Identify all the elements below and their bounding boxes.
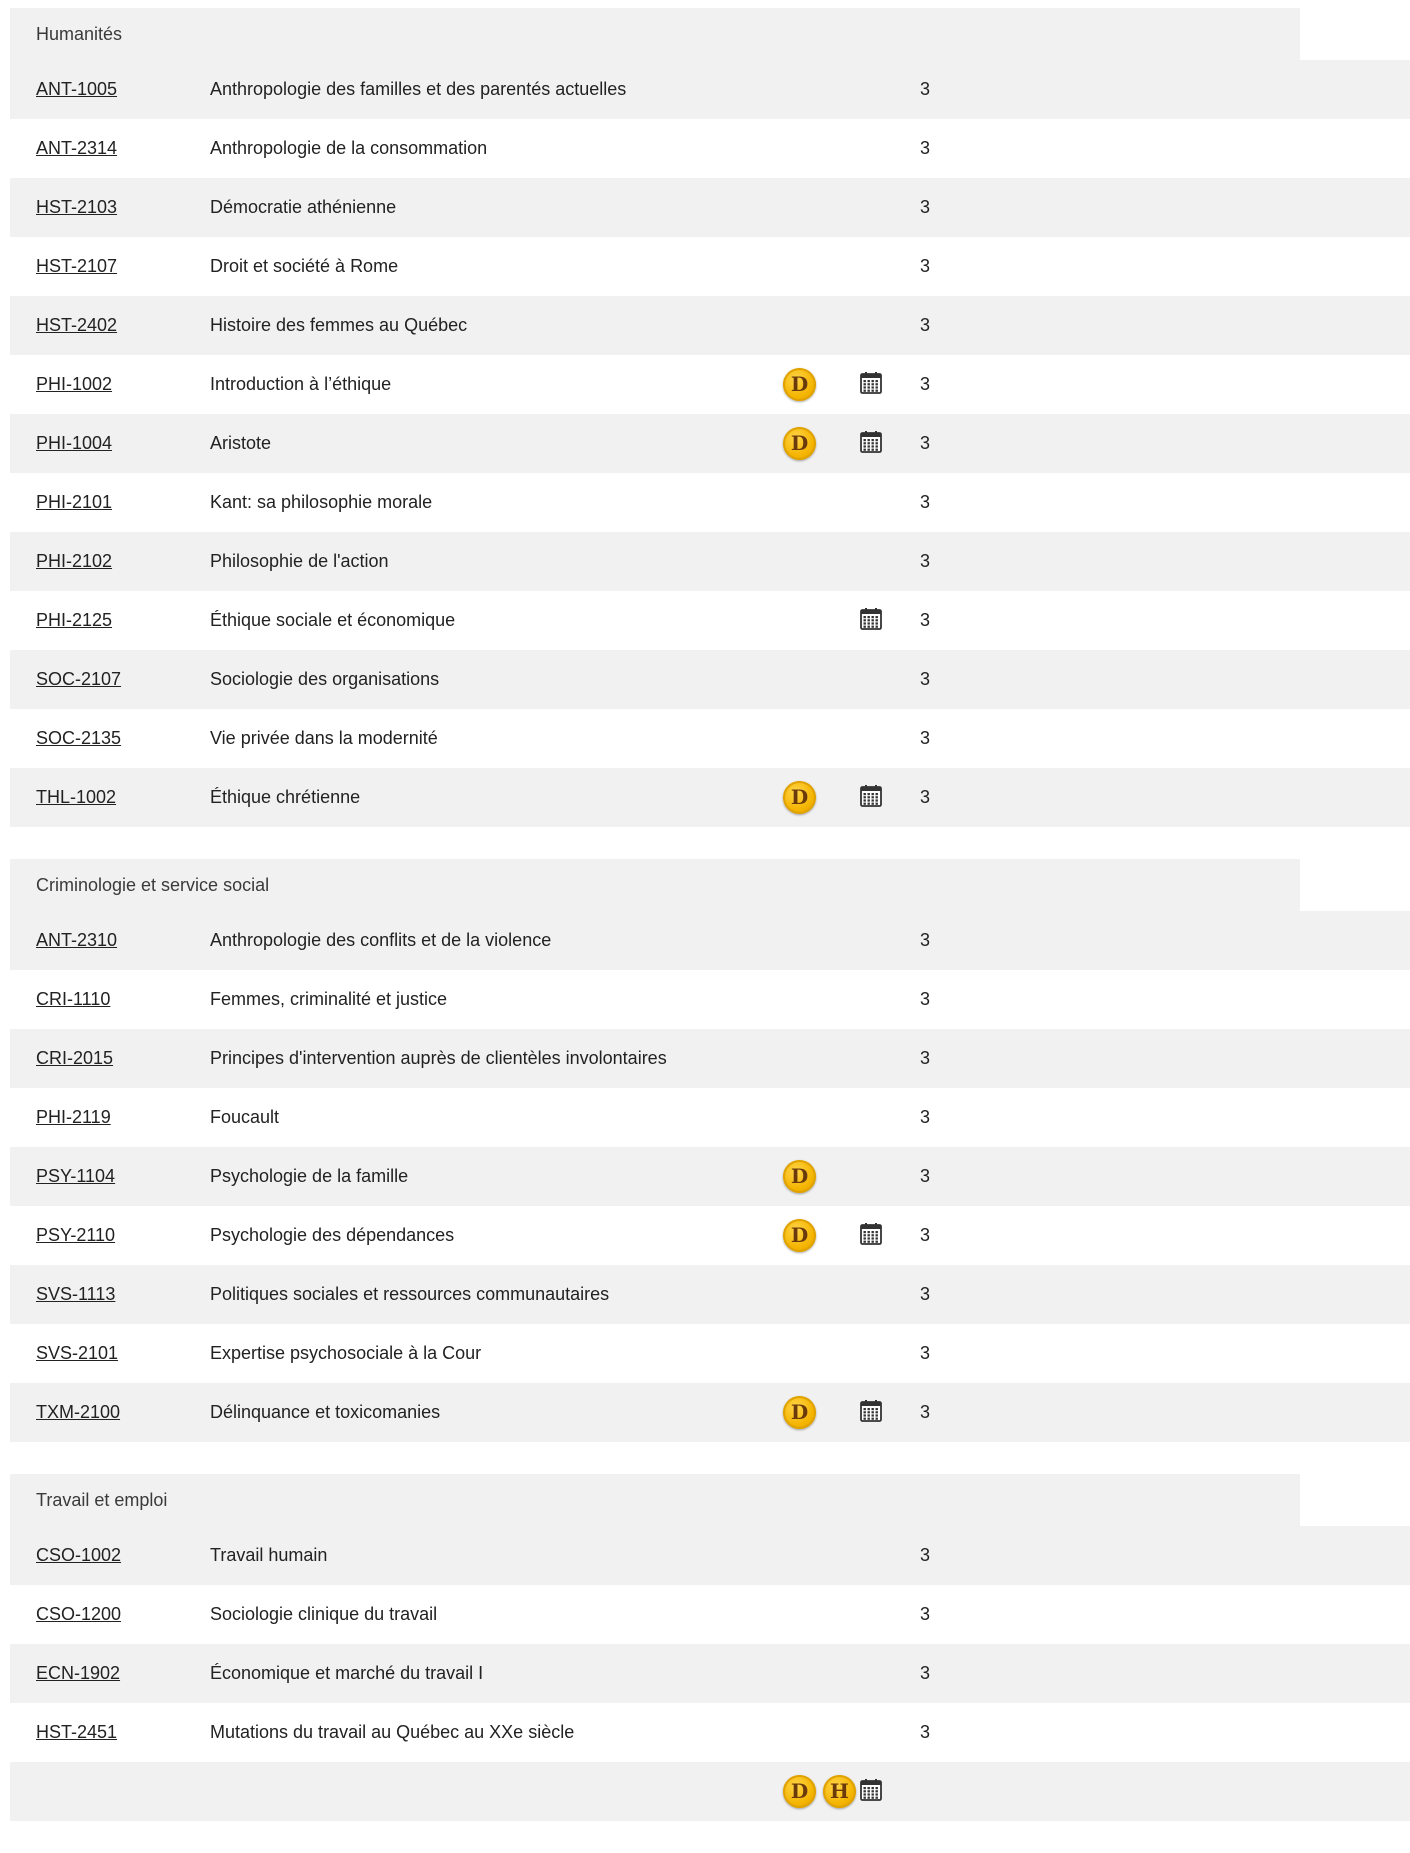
group-header: Humanités bbox=[10, 8, 1300, 60]
course-title: Aristote bbox=[210, 433, 272, 453]
course-title: Mutations du travail au Québec au XXe siècle bbox=[210, 1722, 575, 1742]
course-title: Expertise psychosociale à la Cour bbox=[210, 1343, 482, 1363]
course-credits: 3 bbox=[920, 1225, 931, 1245]
course-group bbox=[10, 859, 1410, 1442]
course-row bbox=[10, 178, 1410, 237]
course-row bbox=[10, 532, 1410, 591]
course-code-link[interactable]: PHI-2102 bbox=[36, 551, 113, 571]
course-icons bbox=[770, 1265, 910, 1324]
course-icons bbox=[770, 1762, 910, 1821]
course-title: Foucault bbox=[210, 1107, 280, 1127]
course-row bbox=[10, 1088, 1410, 1147]
distance-badge-icon[interactable]: D bbox=[783, 781, 816, 814]
course-code-link[interactable]: CSO-1200 bbox=[36, 1604, 122, 1624]
course-code-link[interactable]: PHI-2125 bbox=[36, 610, 113, 630]
course-credits: 3 bbox=[920, 1604, 931, 1624]
course-icons bbox=[770, 768, 910, 827]
course-icons bbox=[770, 473, 910, 532]
course-title: Philosophie de l'action bbox=[210, 551, 389, 571]
course-title: Principes d'intervention auprès de clientèles involontaires bbox=[210, 1048, 667, 1068]
course-icons bbox=[770, 119, 910, 178]
course-icons bbox=[770, 532, 910, 591]
distance-badge-icon[interactable]: D bbox=[783, 368, 816, 401]
course-icons bbox=[770, 1088, 910, 1147]
course-credits: 3 bbox=[920, 669, 931, 689]
course-credits: 3 bbox=[920, 1663, 931, 1683]
course-row bbox=[10, 1265, 1410, 1324]
course-code-link[interactable]: ANT-2314 bbox=[36, 138, 118, 158]
course-title: Psychologie de la famille bbox=[210, 1166, 409, 1186]
course-credits: 3 bbox=[920, 930, 931, 950]
calendar-icon[interactable] bbox=[859, 1399, 883, 1423]
hybrid-badge-icon[interactable]: H bbox=[823, 1775, 856, 1808]
calendar-icon[interactable] bbox=[859, 607, 883, 631]
course-title: Démocratie athénienne bbox=[210, 197, 397, 217]
course-group bbox=[10, 1474, 1410, 1821]
course-credits: 3 bbox=[920, 492, 931, 512]
course-code-link[interactable]: PHI-2101 bbox=[36, 492, 113, 512]
course-title: Kant: sa philosophie morale bbox=[210, 492, 433, 512]
calendar-icon[interactable] bbox=[859, 371, 883, 395]
course-row bbox=[10, 911, 1410, 970]
course-title: Éthique sociale et économique bbox=[210, 610, 456, 630]
course-credits: 3 bbox=[920, 138, 931, 158]
course-row bbox=[10, 591, 1410, 650]
course-credits: 3 bbox=[920, 1048, 931, 1068]
course-row bbox=[10, 1147, 1410, 1206]
group-header: Criminologie et service social bbox=[10, 859, 1300, 911]
course-row bbox=[10, 970, 1410, 1029]
course-icons bbox=[770, 911, 910, 970]
course-credits: 3 bbox=[920, 1343, 931, 1363]
course-credits: 3 bbox=[920, 787, 931, 807]
course-row bbox=[10, 709, 1410, 768]
course-row bbox=[10, 1585, 1410, 1644]
course-title: Anthropologie des conflits et de la violence bbox=[210, 930, 552, 950]
course-credits: 3 bbox=[920, 989, 931, 1009]
course-row bbox=[10, 1029, 1410, 1088]
calendar-icon[interactable] bbox=[859, 1222, 883, 1246]
course-credits: 3 bbox=[920, 1107, 931, 1127]
course-title: Politiques sociales et ressources communautaires bbox=[210, 1284, 610, 1304]
course-code-link[interactable]: CRI-2015 bbox=[36, 1048, 114, 1068]
course-icons bbox=[770, 709, 910, 768]
course-icons bbox=[770, 296, 910, 355]
course-group bbox=[10, 8, 1410, 827]
course-title: Introduction à l’éthique bbox=[210, 374, 392, 394]
calendar-icon[interactable] bbox=[859, 1778, 883, 1802]
course-credits: 3 bbox=[920, 256, 931, 276]
course-row bbox=[10, 237, 1410, 296]
distance-badge-icon[interactable]: D bbox=[783, 1219, 816, 1252]
group-header: Travail et emploi bbox=[10, 1474, 1300, 1526]
course-title: Vie privée dans la modernité bbox=[210, 728, 438, 748]
course-row bbox=[10, 60, 1410, 119]
course-code-link[interactable]: ECN-1902 bbox=[36, 1663, 121, 1683]
course-title: Délinquance et toxicomanies bbox=[210, 1402, 441, 1422]
course-credits: 3 bbox=[920, 1284, 931, 1304]
course-title: Psychologie des dépendances bbox=[210, 1225, 455, 1245]
course-title: Éthique chrétienne bbox=[210, 787, 361, 807]
course-code-link[interactable]: SOC-2107 bbox=[36, 669, 122, 689]
course-icons bbox=[770, 970, 910, 1029]
course-row bbox=[10, 119, 1410, 178]
course-credits: 3 bbox=[920, 610, 931, 630]
course-title: Droit et société à Rome bbox=[210, 256, 399, 276]
course-code-link[interactable]: ANT-2310 bbox=[36, 930, 118, 950]
course-icons bbox=[770, 1644, 910, 1703]
course-code-link[interactable]: HST-2107 bbox=[36, 256, 118, 276]
course-code-link[interactable]: PHI-2119 bbox=[36, 1107, 111, 1127]
course-code-link[interactable]: SOC-2135 bbox=[36, 728, 122, 748]
course-row bbox=[10, 1206, 1410, 1265]
course-code-link[interactable]: PHI-1004 bbox=[36, 433, 113, 453]
course-credits: 3 bbox=[920, 374, 931, 394]
course-title: Sociologie clinique du travail bbox=[210, 1604, 438, 1624]
course-title: Histoire des femmes au Québec bbox=[210, 315, 468, 335]
course-icons bbox=[770, 178, 910, 237]
course-credits: 3 bbox=[920, 315, 931, 335]
course-row bbox=[10, 473, 1410, 532]
course-code-link[interactable]: ANT-1005 bbox=[36, 79, 118, 99]
course-code-link[interactable]: PSY-1104 bbox=[36, 1166, 116, 1186]
calendar-icon[interactable] bbox=[859, 430, 883, 454]
course-title: Anthropologie de la consommation bbox=[210, 138, 488, 158]
course-row bbox=[10, 355, 1410, 414]
course-icons bbox=[770, 1585, 910, 1644]
course-code-link[interactable]: SVS-2101 bbox=[36, 1343, 119, 1363]
distance-badge-icon[interactable]: D bbox=[783, 1396, 816, 1429]
course-credits: 3 bbox=[920, 79, 931, 99]
course-title: Femmes, criminalité et justice bbox=[210, 989, 448, 1009]
course-icons bbox=[770, 237, 910, 296]
course-row bbox=[10, 1644, 1410, 1703]
course-credits: 3 bbox=[920, 728, 931, 748]
course-credits: 3 bbox=[920, 197, 931, 217]
course-code-link[interactable]: CRI-1110 bbox=[36, 989, 111, 1009]
course-row bbox=[10, 650, 1410, 709]
course-row bbox=[10, 296, 1410, 355]
course-icons bbox=[770, 414, 910, 473]
course-credits: 3 bbox=[920, 1545, 931, 1565]
course-code-link[interactable]: HST-2402 bbox=[36, 315, 118, 335]
course-code-link[interactable]: HST-2451 bbox=[36, 1722, 118, 1742]
course-credits: 3 bbox=[920, 1722, 931, 1742]
distance-badge-icon[interactable]: D bbox=[783, 427, 816, 460]
course-title: Économique et marché du travail I bbox=[210, 1663, 484, 1683]
course-row bbox=[10, 1526, 1410, 1585]
course-code-link[interactable]: HST-2103 bbox=[36, 197, 118, 217]
course-code-link[interactable]: PHI-1002 bbox=[36, 374, 113, 394]
course-credits: 3 bbox=[920, 1166, 931, 1186]
course-title: Travail humain bbox=[210, 1545, 328, 1565]
course-credits: 3 bbox=[920, 1402, 931, 1422]
distance-badge-icon[interactable]: D bbox=[783, 1160, 816, 1193]
course-row bbox=[10, 414, 1410, 473]
calendar-icon[interactable] bbox=[859, 784, 883, 808]
course-title: Sociologie des organisations bbox=[210, 669, 440, 689]
course-icons bbox=[770, 1383, 910, 1442]
course-row bbox=[10, 1762, 1410, 1821]
course-icons bbox=[770, 60, 910, 119]
course-code-link[interactable]: PSY-2110 bbox=[36, 1225, 116, 1245]
course-icons bbox=[770, 1029, 910, 1088]
course-code-link[interactable]: CSO-1002 bbox=[36, 1545, 122, 1565]
course-icons bbox=[770, 1324, 910, 1383]
course-row bbox=[10, 1324, 1410, 1383]
course-icons bbox=[770, 1206, 910, 1265]
course-row bbox=[10, 1703, 1410, 1762]
course-title: Anthropologie des familles et des parentés actuelles bbox=[210, 79, 627, 99]
distance-badge-icon[interactable]: D bbox=[783, 1775, 816, 1808]
course-list bbox=[10, 8, 1410, 1853]
course-icons bbox=[770, 355, 910, 414]
course-code-link[interactable]: TXM-2100 bbox=[36, 1402, 121, 1422]
course-row bbox=[10, 768, 1410, 827]
course-icons bbox=[770, 591, 910, 650]
course-code-link[interactable]: SVS-1113 bbox=[36, 1284, 116, 1304]
course-icons bbox=[770, 1147, 910, 1206]
course-credits: 3 bbox=[920, 551, 931, 571]
course-credits: 3 bbox=[920, 433, 931, 453]
course-row bbox=[10, 1383, 1410, 1442]
course-icons bbox=[770, 1526, 910, 1585]
course-icons bbox=[770, 650, 910, 709]
course-code-link[interactable]: THL-1002 bbox=[36, 787, 117, 807]
course-icons bbox=[770, 1703, 910, 1762]
